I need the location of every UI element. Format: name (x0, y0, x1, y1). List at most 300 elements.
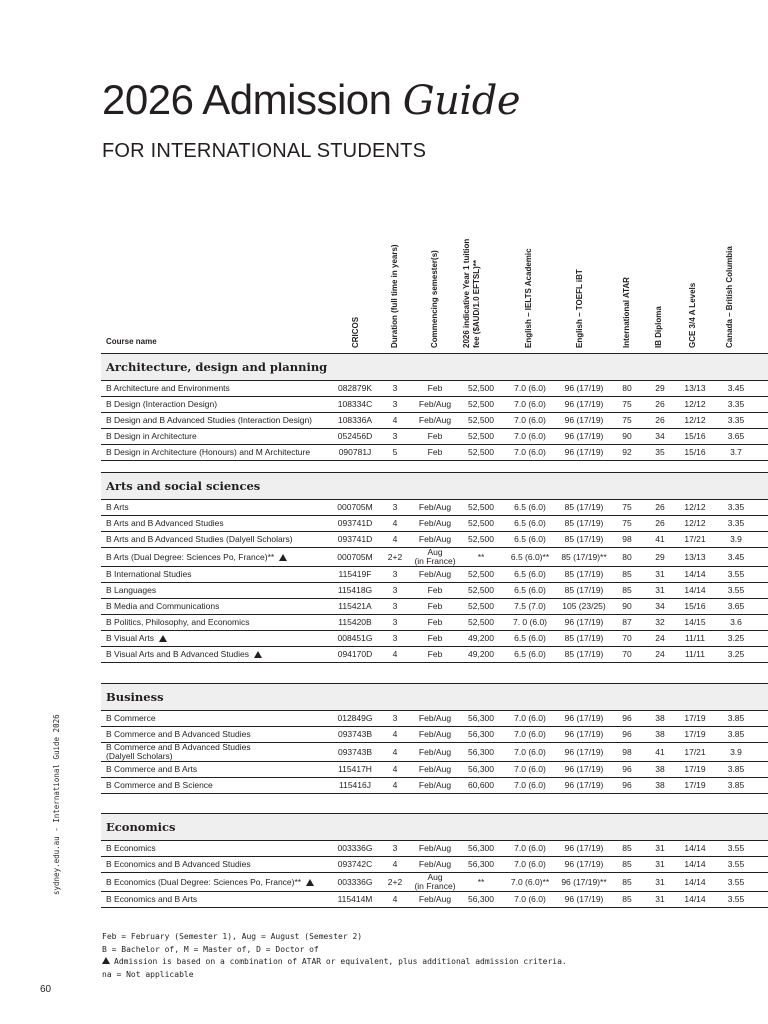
cell-toefl: 96 (17/19) (564, 447, 604, 457)
cell-commencing: Feb (427, 601, 443, 611)
cell-canada: 3.6 (730, 617, 742, 627)
course-name-text (106, 714, 156, 723)
cell-duration: 3 (392, 383, 398, 393)
cell-cricos: 000705M (337, 502, 373, 512)
cell-canada: 3.35 (727, 502, 745, 512)
course-name (106, 727, 338, 742)
course-name-line: B Languages (106, 585, 157, 595)
table-row (101, 727, 768, 743)
cell-cricos: 108334C (337, 399, 373, 409)
cell-toefl: 85 (17/19) (564, 518, 604, 528)
commencing-line-2: (in France) (414, 556, 456, 566)
cell-canada: 3.25 (727, 649, 745, 659)
cell-ib: 38 (655, 764, 665, 774)
cell-duration: 5 (392, 447, 398, 457)
cell-gce: 17/19 (684, 713, 706, 723)
table-row (101, 778, 768, 794)
cell-atar: 70 (622, 633, 632, 643)
cell-ielts: 7.0 (6.0) (514, 383, 546, 393)
cell-fee: 56,300 (468, 729, 494, 739)
course-name-text (106, 432, 197, 441)
cell-toefl: 85 (17/19)** (561, 551, 607, 562)
cell-duration: 4 (392, 649, 398, 659)
course-name-line: B Commerce and B Advanced Studies (106, 742, 251, 752)
cell-toefl: 96 (17/19) (564, 746, 604, 757)
course-name (106, 397, 338, 412)
cell-duration: 3 (392, 713, 398, 723)
course-name-line: B Economics (106, 843, 156, 853)
cell-canada: 3.35 (727, 399, 745, 409)
cell-commencing (410, 873, 460, 891)
cell-ib: 38 (655, 729, 665, 739)
cell-canada: 3.7 (730, 447, 742, 457)
commencing-line-2: (in France) (414, 881, 456, 891)
cell-toefl: 85 (17/19) (564, 569, 604, 579)
cell-commencing: Feb/Aug (418, 764, 452, 774)
cell-cricos: 108336A (337, 415, 373, 425)
course-name-text (106, 570, 192, 579)
cell-commencing: Feb/Aug (418, 843, 452, 853)
cell-toefl: 96 (17/19) (564, 780, 604, 790)
triangle-icon (102, 957, 110, 964)
cell-gce: 17/21 (684, 746, 706, 757)
cell-commencing: Feb (427, 617, 443, 627)
cell-canada: 3.55 (727, 569, 745, 579)
cell-atar: 92 (622, 447, 632, 457)
cell-canada: 3.25 (727, 633, 745, 643)
cell-ielts: 7.0 (6.0) (514, 780, 546, 790)
cell-atar: 87 (622, 617, 632, 627)
footnote-na: na = Not applicable (102, 969, 194, 979)
cell-ib: 29 (655, 383, 665, 393)
cell-canada: 3.9 (730, 746, 742, 757)
cell-canada: 3.85 (727, 713, 745, 723)
cell-atar: 85 (622, 843, 632, 853)
cell-fee: 52,500 (468, 447, 494, 457)
cell-toefl: 96 (17/19) (564, 764, 604, 774)
footnote-abbrev-degrees: B = Bachelor of, M = Master of, D = Doctor of (102, 944, 319, 954)
footnote-admission-text: Admission is based on a combination of ATAR or equivalent, plus additional admission criteria. (114, 957, 567, 966)
cell-fee: 56,300 (468, 843, 494, 853)
course-name-text (106, 730, 251, 739)
course-name-line-2: (Dalyell Scholars) (106, 751, 173, 761)
cell-ib: 34 (655, 601, 665, 611)
cell-toefl: 85 (17/19) (564, 534, 604, 544)
cell-fee: 56,300 (468, 859, 494, 869)
cell-atar: 75 (622, 518, 632, 528)
cell-duration: 3 (392, 601, 398, 611)
course-name (106, 445, 338, 460)
section-title-text: Architecture, design and planning (106, 360, 328, 374)
cell-commencing: Feb/Aug (418, 894, 452, 904)
cell-gce: 13/13 (684, 551, 706, 562)
cell-ib: 31 (655, 585, 665, 595)
side-url-text: sydney.edu.au - International Guide 2026 (52, 714, 61, 895)
footnote-abbrev-semesters: Feb = February (Semester 1), Aug = August (Semester 2) (102, 932, 363, 941)
cell-fee: 56,300 (468, 894, 494, 904)
cell-fee: 52,500 (468, 399, 494, 409)
cell-duration: 3 (392, 399, 398, 409)
col-commencing: Commencing semester(s) (430, 250, 439, 348)
triangle-icon (306, 879, 314, 886)
cell-cricos: 003336G (337, 876, 373, 887)
cell-ib: 34 (655, 431, 665, 441)
cell-duration: 3 (392, 585, 398, 595)
cell-gce: 14/14 (684, 859, 706, 869)
cell-ib: 24 (655, 649, 665, 659)
section-title-text: Arts and social sciences (106, 479, 261, 493)
cell-atar: 90 (622, 431, 632, 441)
course-name-line: B Arts (Dual Degree: Sciences Po, France)** (106, 551, 275, 562)
cell-gce: 14/15 (684, 617, 706, 627)
course-name (106, 778, 338, 793)
cell-ielts: 6.5 (6.0) (514, 633, 546, 643)
cell-cricos: 000705M (337, 551, 373, 562)
table-row (101, 647, 768, 663)
course-name-text (106, 634, 167, 643)
course-name-text (106, 586, 156, 595)
course-name (106, 532, 338, 547)
cell-gce: 12/12 (684, 415, 706, 425)
cell-atar: 96 (622, 764, 632, 774)
course-name-line: B Politics, Philosophy, and Economics (106, 617, 250, 627)
table-row (101, 567, 768, 583)
commencing-text (414, 873, 455, 891)
course-name-line: B Design in Architecture (Honours) and M Architecture (106, 447, 311, 457)
course-name (106, 381, 338, 396)
cell-canada: 3.35 (727, 518, 745, 528)
course-name (106, 841, 338, 856)
course-name (106, 647, 338, 662)
cell-duration: 4 (392, 764, 398, 774)
cell-cricos: 093741D (337, 518, 373, 528)
commencing-line: Aug (427, 872, 443, 882)
course-name-text (106, 765, 197, 774)
cell-ielts: 6.5 (6.0) (514, 502, 546, 512)
cell-ielts: 7.0 (6.0) (514, 447, 546, 457)
course-name-text (106, 553, 287, 562)
cell-canada: 3.55 (727, 859, 745, 869)
cell-fee: 52,500 (468, 534, 494, 544)
cell-ib: 26 (655, 502, 665, 512)
course-name (106, 429, 338, 444)
section-title (101, 472, 768, 500)
cell-duration: 4 (392, 518, 398, 528)
cell-atar: 98 (622, 534, 632, 544)
course-name (106, 615, 338, 630)
course-name (106, 500, 338, 515)
course-name-text (106, 519, 224, 528)
cell-gce: 11/11 (684, 633, 705, 643)
cell-commencing: Feb (427, 431, 443, 441)
cell-ielts: 6.5 (6.0) (514, 518, 546, 528)
cell-toefl: 85 (17/19) (564, 502, 604, 512)
table-row (101, 429, 768, 445)
col-cricos: CRICOS (351, 316, 360, 348)
cell-ielts: 7.0 (6.0) (514, 431, 546, 441)
cell-commencing: Feb (427, 633, 443, 643)
course-name-line: B Commerce (106, 713, 156, 723)
course-name-line: B Commerce and B Arts (106, 764, 198, 774)
section-title-text: Business (106, 690, 164, 704)
table-row (101, 445, 768, 461)
cell-canada: 3.85 (727, 729, 745, 739)
cell-cricos: 093742C (337, 859, 373, 869)
col-gce: GCE 3/4 A Levels (688, 282, 697, 348)
course-name (106, 631, 338, 646)
cell-toefl: 96 (17/19) (564, 729, 604, 739)
cell-duration: 3 (392, 569, 398, 579)
cell-ielts: 7.5 (7.0) (514, 601, 546, 611)
cell-fee: 49,200 (468, 633, 494, 643)
cell-toefl: 105 (23/25) (562, 601, 606, 611)
cell-ielts: 7.0 (6.0) (514, 764, 546, 774)
cell-fee: 60,600 (468, 780, 494, 790)
cell-ib: 26 (655, 415, 665, 425)
cell-gce: 11/11 (684, 649, 705, 659)
course-name-text (106, 602, 219, 611)
course-name-line: B Visual Arts and B Advanced Studies (106, 649, 250, 659)
cell-canada: 3.55 (727, 585, 745, 595)
cell-gce: 14/14 (684, 876, 706, 887)
cell-atar: 75 (622, 502, 632, 512)
cell-gce: 12/12 (684, 518, 706, 528)
cell-toefl: 96 (17/19) (564, 415, 604, 425)
cell-cricos: 093743B (337, 729, 373, 739)
cell-toefl: 96 (17/19)** (561, 876, 607, 887)
course-name-line: B Architecture and Environments (106, 383, 230, 393)
course-name-line: B Design in Architecture (106, 431, 197, 441)
cell-cricos: 003336G (337, 843, 373, 853)
course-name (106, 548, 338, 566)
cell-atar: 75 (622, 399, 632, 409)
cell-ielts: 7.0 (6.0) (514, 729, 546, 739)
table-row (101, 711, 768, 727)
course-name (106, 583, 338, 598)
table-row (101, 397, 768, 413)
cell-atar: 75 (622, 415, 632, 425)
course-name (106, 711, 338, 726)
course-name-text (106, 650, 262, 659)
cell-canada: 3.55 (727, 876, 745, 887)
cell-cricos: 115421A (338, 601, 372, 611)
cell-atar: 85 (622, 859, 632, 869)
cell-gce: 14/14 (684, 894, 706, 904)
cell-fee: 52,500 (468, 601, 494, 611)
cell-cricos: 008451G (337, 633, 373, 643)
cell-ib: 41 (655, 534, 665, 544)
cell-ielts: 7.0 (6.0) (514, 713, 546, 723)
cell-ielts: 6.5 (6.0) (514, 534, 546, 544)
course-name-line: B Visual Arts (106, 633, 155, 643)
course-name (106, 892, 338, 907)
cell-gce: 14/14 (684, 569, 706, 579)
cell-commencing: Feb/Aug (418, 729, 452, 739)
cell-cricos: 090781J (338, 447, 372, 457)
table-row (101, 762, 768, 778)
cell-duration: 4 (392, 780, 398, 790)
cell-canada: 3.55 (727, 894, 745, 904)
course-name-text (106, 781, 213, 790)
col-ielts: English – IELTS Academic (524, 248, 533, 348)
triangle-icon (159, 635, 167, 642)
cell-toefl: 96 (17/19) (564, 843, 604, 853)
cell-canada: 3.85 (727, 764, 745, 774)
course-name-line: B Economics and B Arts (106, 894, 198, 904)
cell-atar: 96 (622, 780, 632, 790)
course-name (106, 873, 338, 891)
cell-fee: 56,300 (468, 764, 494, 774)
cell-gce: 17/19 (684, 729, 706, 739)
cell-ielts: 7.0 (6.0) (514, 843, 546, 853)
cell-duration: 4 (392, 746, 398, 757)
cell-fee: 56,300 (468, 713, 494, 723)
cell-gce: 17/19 (684, 780, 706, 790)
cell-gce: 12/12 (684, 399, 706, 409)
course-name-text (106, 535, 293, 544)
table-row (101, 873, 768, 892)
course-name-line: B Commerce and B Science (106, 780, 213, 790)
table-row (101, 500, 768, 516)
cell-ielts: 6.5 (6.0) (514, 585, 546, 595)
cell-cricos: 093743B (337, 746, 373, 757)
cell-atar: 85 (622, 569, 632, 579)
cell-cricos: 115414M (337, 894, 373, 904)
col-canada: Canada – British Columbia (725, 246, 734, 348)
table-row (101, 516, 768, 532)
course-name-line: B Design and B Advanced Studies (Interaction Design) (106, 415, 313, 425)
course-name-text (106, 400, 217, 409)
cell-commencing: Feb/Aug (418, 415, 452, 425)
cell-duration: 3 (392, 431, 398, 441)
cell-toefl: 96 (17/19) (564, 713, 604, 723)
cell-toefl: 96 (17/19) (564, 399, 604, 409)
cell-ielts: 7.0 (6.0)** (510, 876, 550, 887)
triangle-icon (279, 554, 287, 561)
table-row (101, 381, 768, 397)
footnote-admission (102, 956, 567, 969)
cell-toefl: 96 (17/19) (564, 431, 604, 441)
cell-toefl: 85 (17/19) (564, 585, 604, 595)
cell-fee: 52,500 (468, 502, 494, 512)
cell-ib: 31 (655, 569, 665, 579)
cell-commencing: Feb (427, 649, 443, 659)
course-name-text (106, 743, 251, 761)
course-name-line: B Arts (106, 502, 129, 512)
section-title (101, 683, 768, 711)
cell-duration: 4 (392, 534, 398, 544)
cell-gce: 14/14 (684, 843, 706, 853)
cell-atar: 96 (622, 729, 632, 739)
cell-canada: 3.45 (727, 383, 745, 393)
col-fee: 2026 indicative Year 1 tuition fee ($AUD/1.0 EFTSL)** (462, 238, 481, 348)
cell-fee: 52,500 (468, 585, 494, 595)
cell-ib: 31 (655, 894, 665, 904)
cell-ib: 38 (655, 713, 665, 723)
table-row (101, 599, 768, 615)
cell-ib: 41 (655, 746, 665, 757)
cell-canada: 3.65 (727, 601, 745, 611)
cell-atar: 85 (622, 876, 632, 887)
course-name (106, 413, 338, 428)
cell-ielts: 6.5 (6.0) (514, 569, 546, 579)
cell-ib: 24 (655, 633, 665, 643)
course-name-text (106, 416, 312, 425)
cell-commencing: Feb/Aug (418, 780, 452, 790)
page-subtitle: FOR INTERNATIONAL STUDENTS (102, 140, 427, 162)
cell-commencing: Feb/Aug (418, 746, 452, 757)
course-name-text (106, 844, 156, 853)
cell-fee: 49,200 (468, 649, 494, 659)
course-name (106, 516, 338, 531)
cell-fee: 52,500 (468, 383, 494, 393)
cell-canada: 3.9 (730, 534, 742, 544)
section-title-text: Economics (106, 820, 176, 834)
table-row (101, 548, 768, 567)
cell-ib: 38 (655, 780, 665, 790)
cell-canada: 3.65 (727, 431, 745, 441)
course-name-line: B Commerce and B Advanced Studies (106, 729, 251, 739)
cell-commencing: Feb/Aug (418, 502, 452, 512)
title-italic: Guide (402, 78, 520, 124)
cell-cricos: 115417H (338, 764, 372, 774)
table-row (101, 532, 768, 548)
table-row (101, 615, 768, 631)
cell-ib: 35 (655, 447, 665, 457)
cell-fee: 52,500 (468, 518, 494, 528)
course-name-line: B Economics and B Advanced Studies (106, 859, 251, 869)
cell-ib: 29 (655, 551, 665, 562)
course-name-line: B Arts and B Advanced Studies (106, 518, 224, 528)
course-name (106, 857, 338, 872)
cell-duration: 4 (392, 894, 398, 904)
cell-ielts: 7.0 (6.0) (514, 894, 546, 904)
cell-duration: 3 (392, 843, 398, 853)
cell-canada: 3.45 (727, 551, 745, 562)
cell-fee: 52,500 (468, 415, 494, 425)
table-row (101, 583, 768, 599)
cell-gce: 15/16 (684, 601, 706, 611)
course-name-text (106, 860, 251, 869)
cell-ib: 26 (655, 518, 665, 528)
course-name-text (106, 895, 197, 904)
course-name-line: B International Studies (106, 569, 192, 579)
cell-ielts: 7.0 (6.0) (514, 415, 546, 425)
course-name-text (106, 878, 314, 887)
cell-duration: 3 (392, 617, 398, 627)
col-atar: International ATAR (622, 277, 631, 348)
cell-atar: 70 (622, 649, 632, 659)
title-main: 2026 Admission (102, 76, 392, 123)
col-toefl: English – TOEFL iBT (575, 269, 584, 348)
cell-ib: 31 (655, 859, 665, 869)
cell-ib: 31 (655, 843, 665, 853)
commencing-line: Aug (427, 547, 443, 557)
cell-toefl: 96 (17/19) (564, 383, 604, 393)
cell-atar: 98 (622, 746, 632, 757)
cell-ib: 32 (655, 617, 665, 627)
course-name-text (106, 503, 129, 512)
cell-cricos: 052456D (337, 431, 373, 441)
table-row (101, 892, 768, 908)
col-duration: Duration (full time in years) (390, 244, 399, 348)
course-name (106, 567, 338, 582)
table-row (101, 631, 768, 647)
commencing-text (414, 548, 455, 566)
col-ib: IB Diploma (654, 306, 663, 348)
cell-atar: 96 (622, 713, 632, 723)
cell-gce: 17/19 (684, 764, 706, 774)
